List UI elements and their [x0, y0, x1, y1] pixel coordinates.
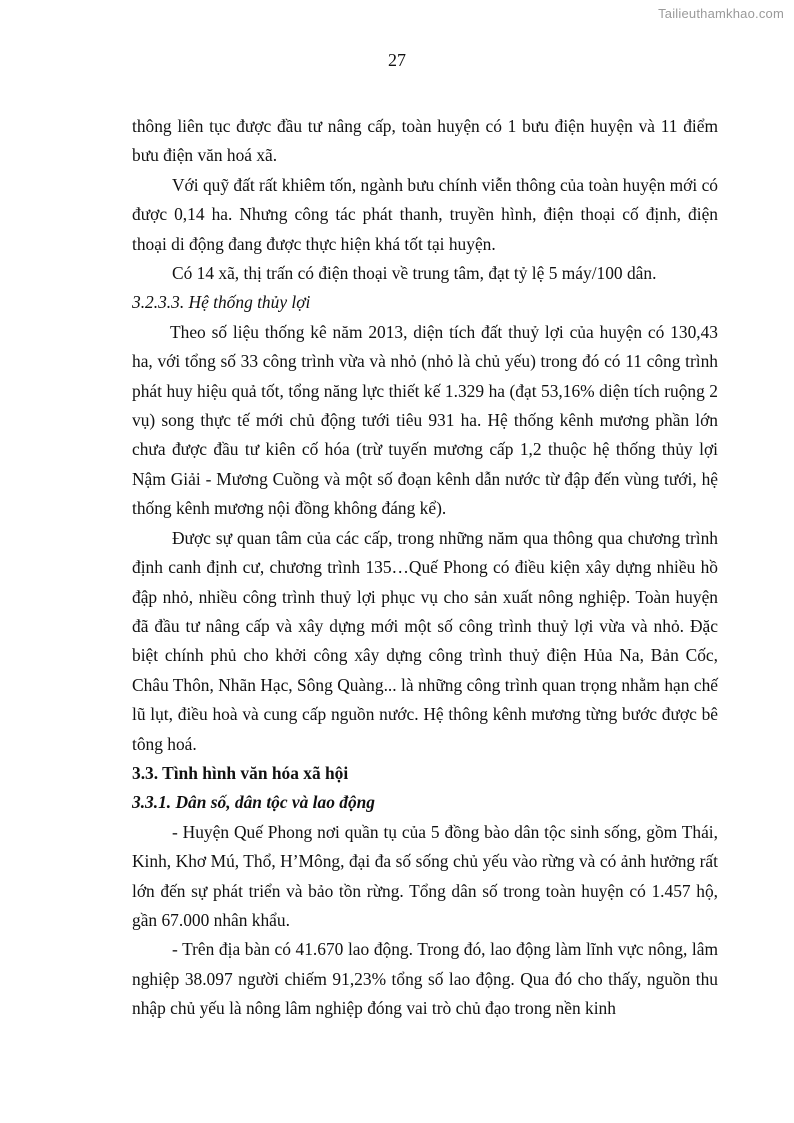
page-number: 27 [388, 50, 406, 70]
paragraph-labor-force: - Trên địa bàn có 41.670 lao động. Trong đó, lao động làm lĩnh vực nông, lâm nghiệp 38.097 người chiếm 91,23% tổng số lao động. Qua đó cho thấy, nguồn thu nhập chủ yếu là nông lâm nghiệp đóng vai trò chủ đạo trong nền kinh [132, 939, 718, 1019]
section-heading-irrigation: 3.2.3.3. Hệ thống thủy lợi [132, 292, 311, 313]
paragraph-ethnic-groups: - Huyện Quế Phong nơi quần tụ của 5 đồng bào dân tộc sinh sống, gồm Thái, Kinh, Khơ Mú, Thổ, H’Mông, đại đa số sống chủ yếu vào rừng và có ảnh hưởng rất lớn đến sự phát triển và bảo tồn rừng. Tổng dân số trong toàn huyện có 1.457 hộ, gần 67.000 nhân khẩu. [132, 821, 718, 930]
paragraph-irrigation-investment: Được sự quan tâm của các cấp, trong những năm qua thông qua chương trình định canh định cư, chương trình 135…Quế Phong có điều kiện xây dựng nhiều hồ đập nhỏ, nhiều công trình thuỷ lợi phục vụ cho sản xuất nông nghiệp. Toàn huyện đã đầu tư nâng cấp và xây dựng mới một số công trình thuỷ lợi vừa và nhỏ. Đặc biệt chính phủ cho khởi công xây dựng công trình thuỷ điện Hủa Na, Bản Cốc, Châu Thôn, Nhãn Hạc, Sông Quàng... là những công trình quan trọng nhằm hạn chế lũ lụt, điều hoà và cung cấp nguồn nước. Hệ thông kênh mương từng bước được bê tông hoá. [132, 527, 718, 754]
document-body [132, 112, 718, 1024]
paragraph-irrigation-stats: Theo số liệu thống kê năm 2013, diện tích đất thuỷ lợi của huyện có 130,43 ha, với tổng số 33 công trình vừa và nhỏ (nhỏ là chủ yếu) trong đó có 11 công trình phát huy hiệu quả tốt, tổng năng lực thiết kế 1.329 ha (đạt 53,16% diện tích ruộng 2 vụ) song thực tế mới chủ động tưới tiêu 931 ha. Hệ thống kênh mương phần lớn chưa được đầu tư kiên cố hóa (trừ tuyến mương cấp 1,2 thuộc hệ thống thủy lợi Nậm Giải - Mương Cuồng và một số đoạn kênh dẫn nước từ đập đến vùng tưới, hệ thống kênh mương nội đồng không đáng kể). [132, 321, 718, 519]
paragraph-telecom-land: Với quỹ đất rất khiêm tốn, ngành bưu chính viễn thông của toàn huyện mới có được 0,14 ha. Nhưng công tác phát thanh, truyền hình, điện thoại cố định, điện thoại di động đang được thực hiện khá tốt tại huyện. [132, 174, 718, 254]
paragraph-telephone-rate: Có 14 xã, thị trấn có điện thoại về trung tâm, đạt tỷ lệ 5 máy/100 dân. [172, 263, 657, 284]
section-heading-culture-society: 3.3. Tình hình văn hóa xã hội [132, 762, 349, 783]
paragraph-telecom-continuation: thông liên tục được đầu tư nâng cấp, toàn huyện có 1 bưu điện huyện và 11 điểm bưu điện văn hoá xã. [132, 116, 718, 166]
section-heading-population: 3.3.1. Dân số, dân tộc và lao động [132, 792, 376, 813]
watermark-text: Tailieuthamkhao.com [658, 6, 784, 21]
